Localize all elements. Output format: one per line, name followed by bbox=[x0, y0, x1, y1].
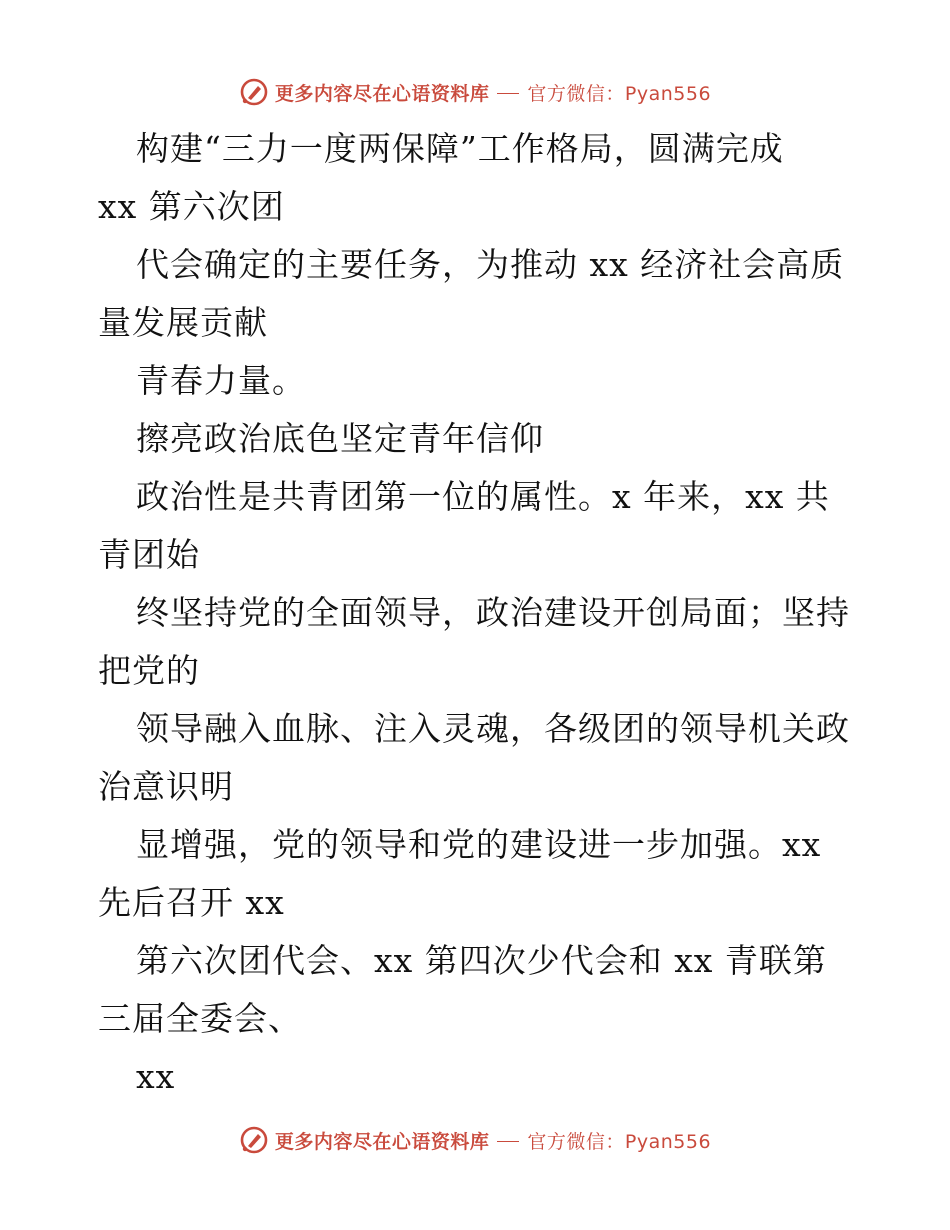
header-slogan: 更多内容尽在心语资料库 bbox=[274, 82, 490, 105]
footer-dash bbox=[497, 1141, 519, 1142]
pen-nib-circle-icon bbox=[239, 1125, 269, 1155]
text-line: 显增强，党的领导和党的建设进一步加强。xx bbox=[136, 825, 822, 864]
text-line: 青团始 bbox=[98, 535, 200, 574]
text-line: 青春力量。 bbox=[136, 361, 306, 400]
text-line: 治意识明 bbox=[98, 767, 234, 806]
text-line: xx 第六次团 bbox=[98, 187, 285, 226]
footer-banner bbox=[0, 1120, 950, 1160]
text-line: 第六次团代会、xx 第四次少代会和 xx 青联第 bbox=[136, 941, 827, 980]
document-body bbox=[98, 120, 858, 1106]
text-line: xx bbox=[136, 1057, 176, 1096]
footer-slogan: 更多内容尽在心语资料库 bbox=[274, 1130, 490, 1153]
text-line: 终坚持党的全面领导，政治建设开创局面；坚持 bbox=[136, 593, 850, 632]
text-line: 政治性是共青团第一位的属性。x 年来，xx 共 bbox=[136, 477, 830, 516]
text-line: 领导融入血脉、注入灵魂，各级团的领导机关政 bbox=[136, 709, 850, 748]
footer-contact: 官方微信：Pyan556 bbox=[527, 1130, 712, 1153]
text-line: 擦亮政治底色坚定青年信仰 bbox=[136, 419, 544, 458]
text-line: 代会确定的主要任务，为推动 xx 经济社会高质 bbox=[136, 245, 845, 284]
header-dash bbox=[497, 93, 519, 94]
text-line: 构建“三力一度两保障”工作格局，圆满完成 bbox=[136, 129, 784, 168]
header-banner bbox=[0, 72, 950, 112]
text-line: 先后召开 xx bbox=[98, 883, 285, 922]
text-line: 量发展贡献 bbox=[98, 303, 268, 342]
text-line: 把党的 bbox=[98, 651, 200, 690]
text-line: 三届全委会、 bbox=[98, 999, 302, 1038]
pen-nib-circle-icon bbox=[239, 77, 269, 107]
header-contact: 官方微信：Pyan556 bbox=[527, 82, 712, 105]
